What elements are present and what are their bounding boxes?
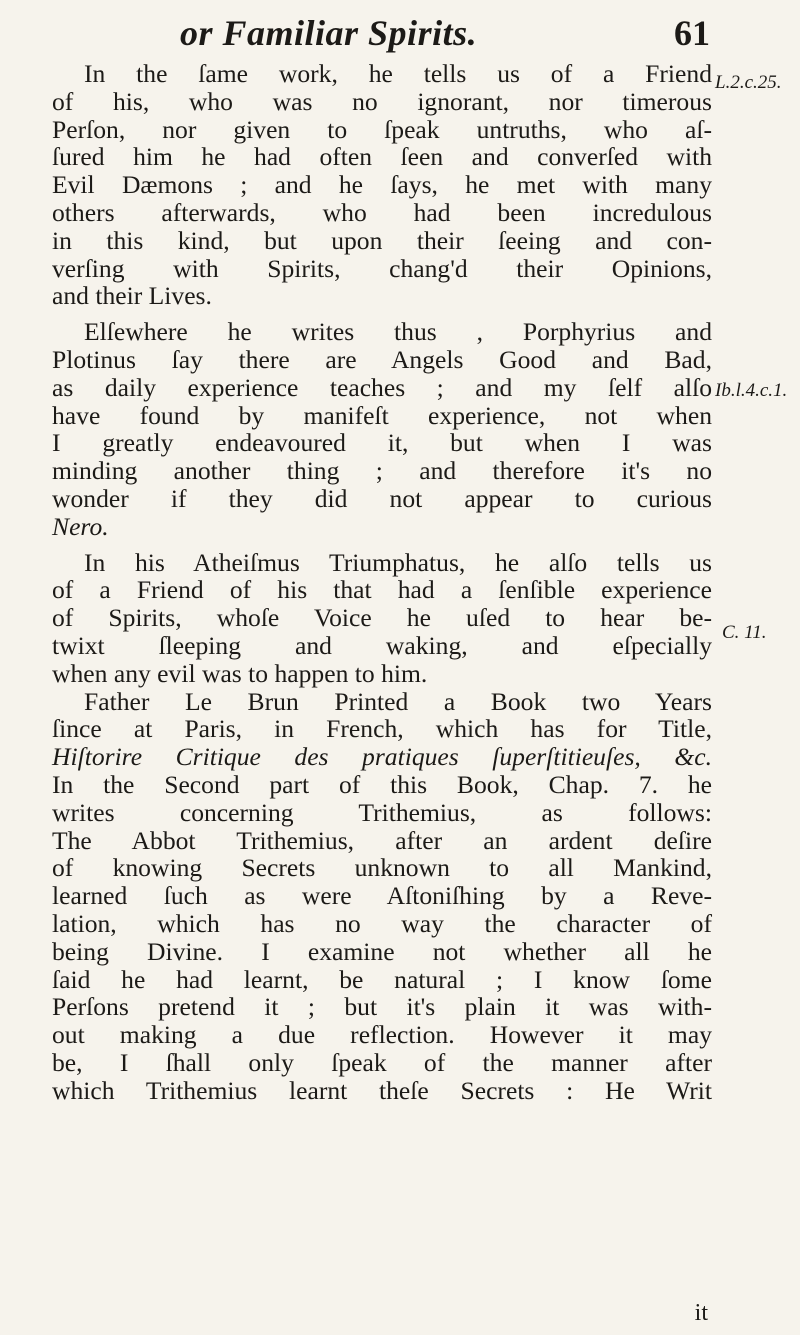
catchword: it: [694, 1300, 708, 1326]
running-header: [150, 6, 710, 62]
text-line: Hiſtorire Critique des pratiques ſuperſtitieuſes, &c.: [52, 742, 712, 772]
text-line: Evil Dæmons ; and he ſays, he met with many: [52, 170, 712, 200]
text-line: of knowing Secrets unknown to all Mankind,: [52, 853, 712, 883]
text-line: Father Le Brun Printed a Book two Years: [84, 686, 712, 716]
text-line: ſured him he had often ſeen and converſed with: [52, 142, 712, 172]
text-line: In his Atheiſmus Triumphatus, he alſo tells us: [84, 547, 712, 577]
text-line: being Divine. I examine not whether all he: [52, 936, 712, 966]
paragraph-2: [52, 318, 712, 540]
paragraph-4: [52, 688, 712, 1105]
text-line: ſince at Paris, in French, which has for Title,: [52, 714, 712, 744]
text-line: lation, which has no way the character of: [52, 908, 712, 938]
margin-note-2: Ib.l.4.c.1.: [715, 380, 788, 401]
text-line: others afterwards, who had been incredulous: [52, 197, 712, 227]
text-line: ſaid he had learnt, be natural ; I know ſome: [52, 964, 712, 994]
text-line: learned ſuch as were Aſtoniſhing by a Reve-: [52, 881, 712, 911]
text-line: writes concerning Trithemius, as follows:: [52, 797, 712, 827]
text-line: Elſewhere he writes thus , Porphyrius and: [84, 317, 712, 347]
text-line: of Spirits, whoſe Voice he uſed to hear be-: [52, 603, 712, 633]
text-line: Perſons pretend it ; but it's plain it was with-: [52, 992, 712, 1022]
text-line: in this kind, but upon their ſeeing and con-: [52, 225, 712, 255]
text-line: verſing with Spirits, chang'd their Opinions,: [52, 253, 712, 283]
text-line: have found by manifeſt experience, not when: [52, 400, 712, 430]
text-line: of a Friend of his that had a ſenſible experience: [52, 575, 712, 605]
margin-note-1: L.2.c.25.: [715, 72, 782, 93]
text-line: minding another thing ; and therefore it's no: [52, 456, 712, 486]
text-line: and their Lives.: [52, 281, 212, 311]
text-line: Plotinus ſay there are Angels Good and Bad,: [52, 344, 712, 374]
text-line: Nero.: [52, 511, 109, 541]
running-title: or Familiar Spirits.: [180, 13, 478, 53]
text-line: I greatly endeavoured it, but when I was: [52, 428, 712, 458]
body-text: [52, 60, 712, 1104]
text-line: wonder if they did not appear to curious: [52, 483, 712, 513]
paragraph-3: [52, 549, 712, 688]
text-line: Perſon, nor given to ſpeak untruths, who aſ-: [52, 114, 712, 144]
text-line: when any evil was to happen to him.: [52, 658, 428, 688]
page-number: 61: [674, 13, 710, 53]
text-line: out making a due reflection. However it may: [52, 1020, 712, 1050]
text-line: which Trithemius learnt theſe Secrets : He Writ: [52, 1075, 712, 1105]
text-line: In the Second part of this Book, Chap. 7. he: [52, 769, 712, 799]
text-line: of his, who was no ignorant, nor timerous: [52, 86, 712, 116]
text-line: be, I ſhall only ſpeak of the manner after: [52, 1047, 712, 1077]
text-line: In the ſame work, he tells us of a Friend: [84, 59, 712, 88]
text-line: twixt ſleeping and waking, and eſpecially: [52, 630, 712, 660]
text-line: as daily experience teaches ; and my ſelf alſo: [52, 372, 712, 402]
text-line: The Abbot Trithemius, after an ardent deſire: [52, 825, 712, 855]
paragraph-1: [52, 60, 712, 310]
margin-note-3: C. 11.: [722, 622, 767, 643]
